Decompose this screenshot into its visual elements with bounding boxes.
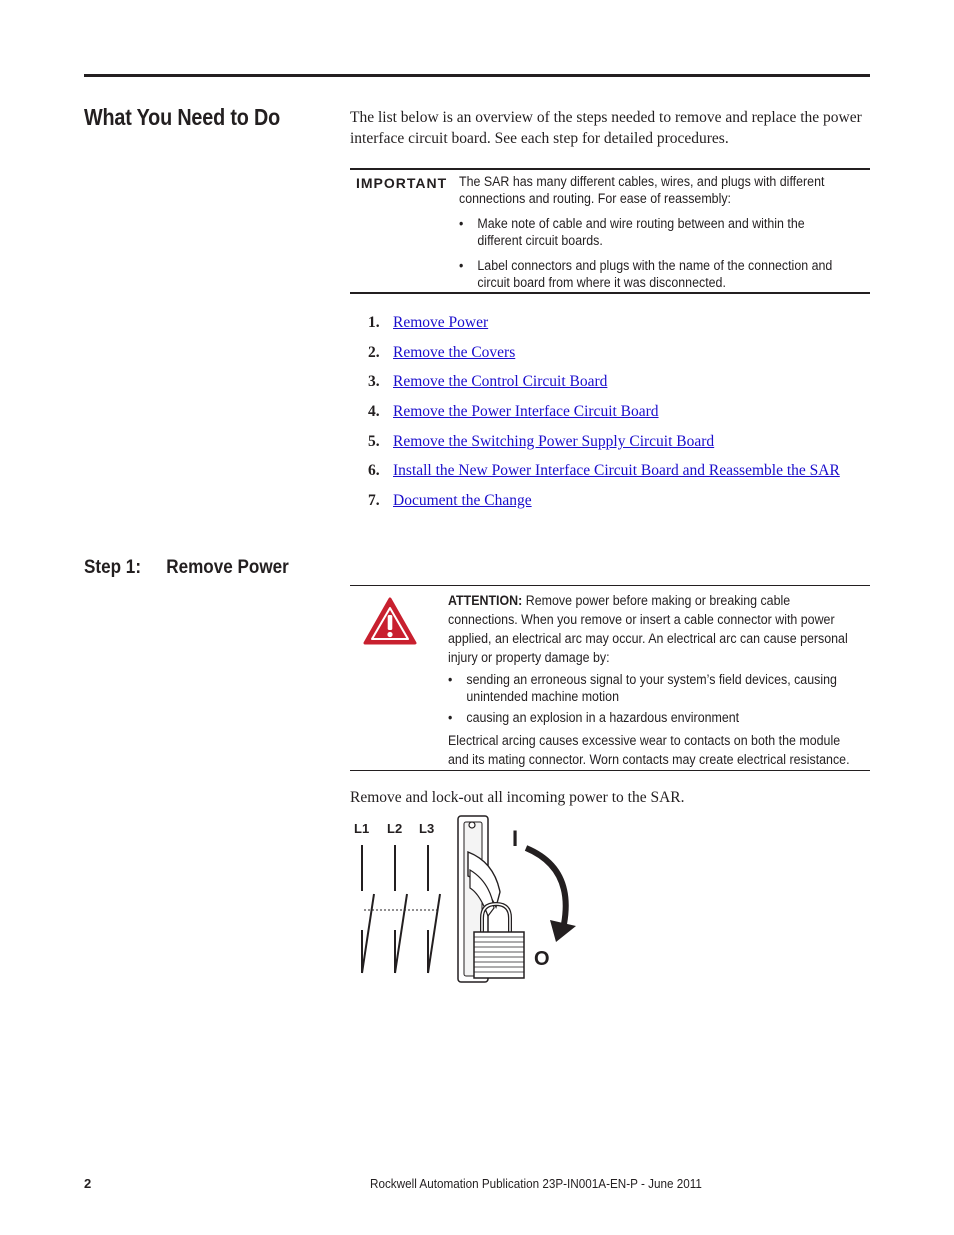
attention-top-rule	[350, 585, 870, 586]
step-item	[368, 460, 878, 490]
step-number: 1.	[368, 314, 380, 331]
off-label: O	[534, 948, 550, 970]
steps-list	[368, 312, 878, 520]
important-bottom-rule	[350, 292, 870, 294]
disconnect-switch-icon	[362, 845, 440, 973]
step-item	[368, 342, 878, 372]
section-title: What You Need to Do	[84, 104, 280, 130]
step-link-document-change[interactable]: Document the Change	[393, 492, 532, 510]
important-label: IMPORTANT	[356, 175, 448, 191]
line-label-l1: L1	[354, 821, 370, 836]
step-link-remove-covers[interactable]: Remove the Covers	[393, 343, 516, 361]
line-label-l2: L2	[387, 821, 403, 836]
attention-bottom-rule	[350, 770, 870, 771]
attention-bullet-text: causing an explosion in a hazardous environment	[466, 710, 740, 725]
bullet-icon: •	[448, 672, 453, 687]
lockout-figure	[350, 812, 590, 997]
warning-triangle-icon	[362, 596, 418, 651]
step-number: 7.	[368, 492, 380, 510]
padlock-icon	[474, 904, 524, 978]
step-link-install-and-reassemble[interactable]: Install the New Power Interface Circuit Board and Reassemble the SAR	[393, 462, 840, 480]
attention-body	[448, 591, 862, 769]
on-label: I	[512, 826, 519, 851]
step-number: 6.	[368, 462, 380, 480]
important-bullet-text: Make note of cable and wire routing between and within the different circuit boards.	[477, 216, 805, 248]
bullet-icon: •	[448, 710, 453, 725]
attention-bullet	[448, 672, 862, 705]
lockout-instruction: Remove and lock-out all incoming power to the SAR.	[350, 789, 685, 806]
step-link-remove-power[interactable]: Remove Power	[393, 314, 489, 331]
intro-paragraph: The list below is an overview of the steps needed to remove and replace the power interface circuit board. See each step for detailed procedures.	[350, 109, 862, 147]
step-number: 3.	[368, 373, 380, 391]
important-bullet	[459, 215, 845, 249]
attention-text: Remove power before making or breaking cable connections. When you remove or insert a cable connector with power applied, an electrical arc may occur. An electrical arc can cause personal injury or property damage by:	[448, 593, 848, 665]
publication-footer: Rockwell Automation Publication 23P-IN001A-EN-P - June 2011	[370, 1176, 702, 1191]
step-item	[368, 431, 878, 461]
step-item	[368, 371, 878, 401]
step-link-remove-control-board[interactable]: Remove the Control Circuit Board	[393, 373, 608, 391]
important-text: The SAR has many different cables, wires, and plugs with different connections and routing. For ease of reassembly:	[459, 174, 825, 206]
line-label-l3: L3	[419, 821, 435, 836]
step1-title: Remove Power	[166, 557, 289, 578]
attention-bullet-text: sending an erroneous signal to your system’s field devices, causing unintended machine motion	[466, 672, 837, 704]
step1-prefix: Step 1:	[84, 557, 142, 578]
attention-closing: Electrical arcing causes excessive wear to contacts on both the module and its mating connector. Worn contacts may create electrical resistance.	[448, 732, 850, 767]
important-body	[459, 173, 845, 291]
step-link-remove-switching-supply-board[interactable]: Remove the Switching Power Supply Circuit Board	[393, 432, 715, 450]
step-link-remove-power-interface-board[interactable]: Remove the Power Interface Circuit Board	[393, 403, 659, 421]
rotate-arrow-icon	[526, 848, 576, 942]
page-number: 2	[84, 1176, 92, 1191]
bullet-icon: •	[459, 258, 464, 273]
attention-bullet	[448, 710, 862, 727]
step-number: 2.	[368, 343, 380, 361]
step-number: 5.	[368, 432, 380, 450]
step-item	[368, 490, 878, 520]
important-bullet	[459, 257, 845, 291]
step-item	[368, 312, 878, 342]
important-top-rule	[350, 168, 870, 170]
bullet-icon: •	[459, 216, 464, 231]
step-item	[368, 401, 878, 431]
step1-heading	[84, 557, 289, 579]
attention-label: ATTENTION:	[448, 593, 523, 608]
step-number: 4.	[368, 403, 380, 421]
top-rule	[84, 74, 870, 77]
important-bullet-text: Label connectors and plugs with the name of the connection and circuit board from where it was disconnected.	[477, 258, 833, 290]
